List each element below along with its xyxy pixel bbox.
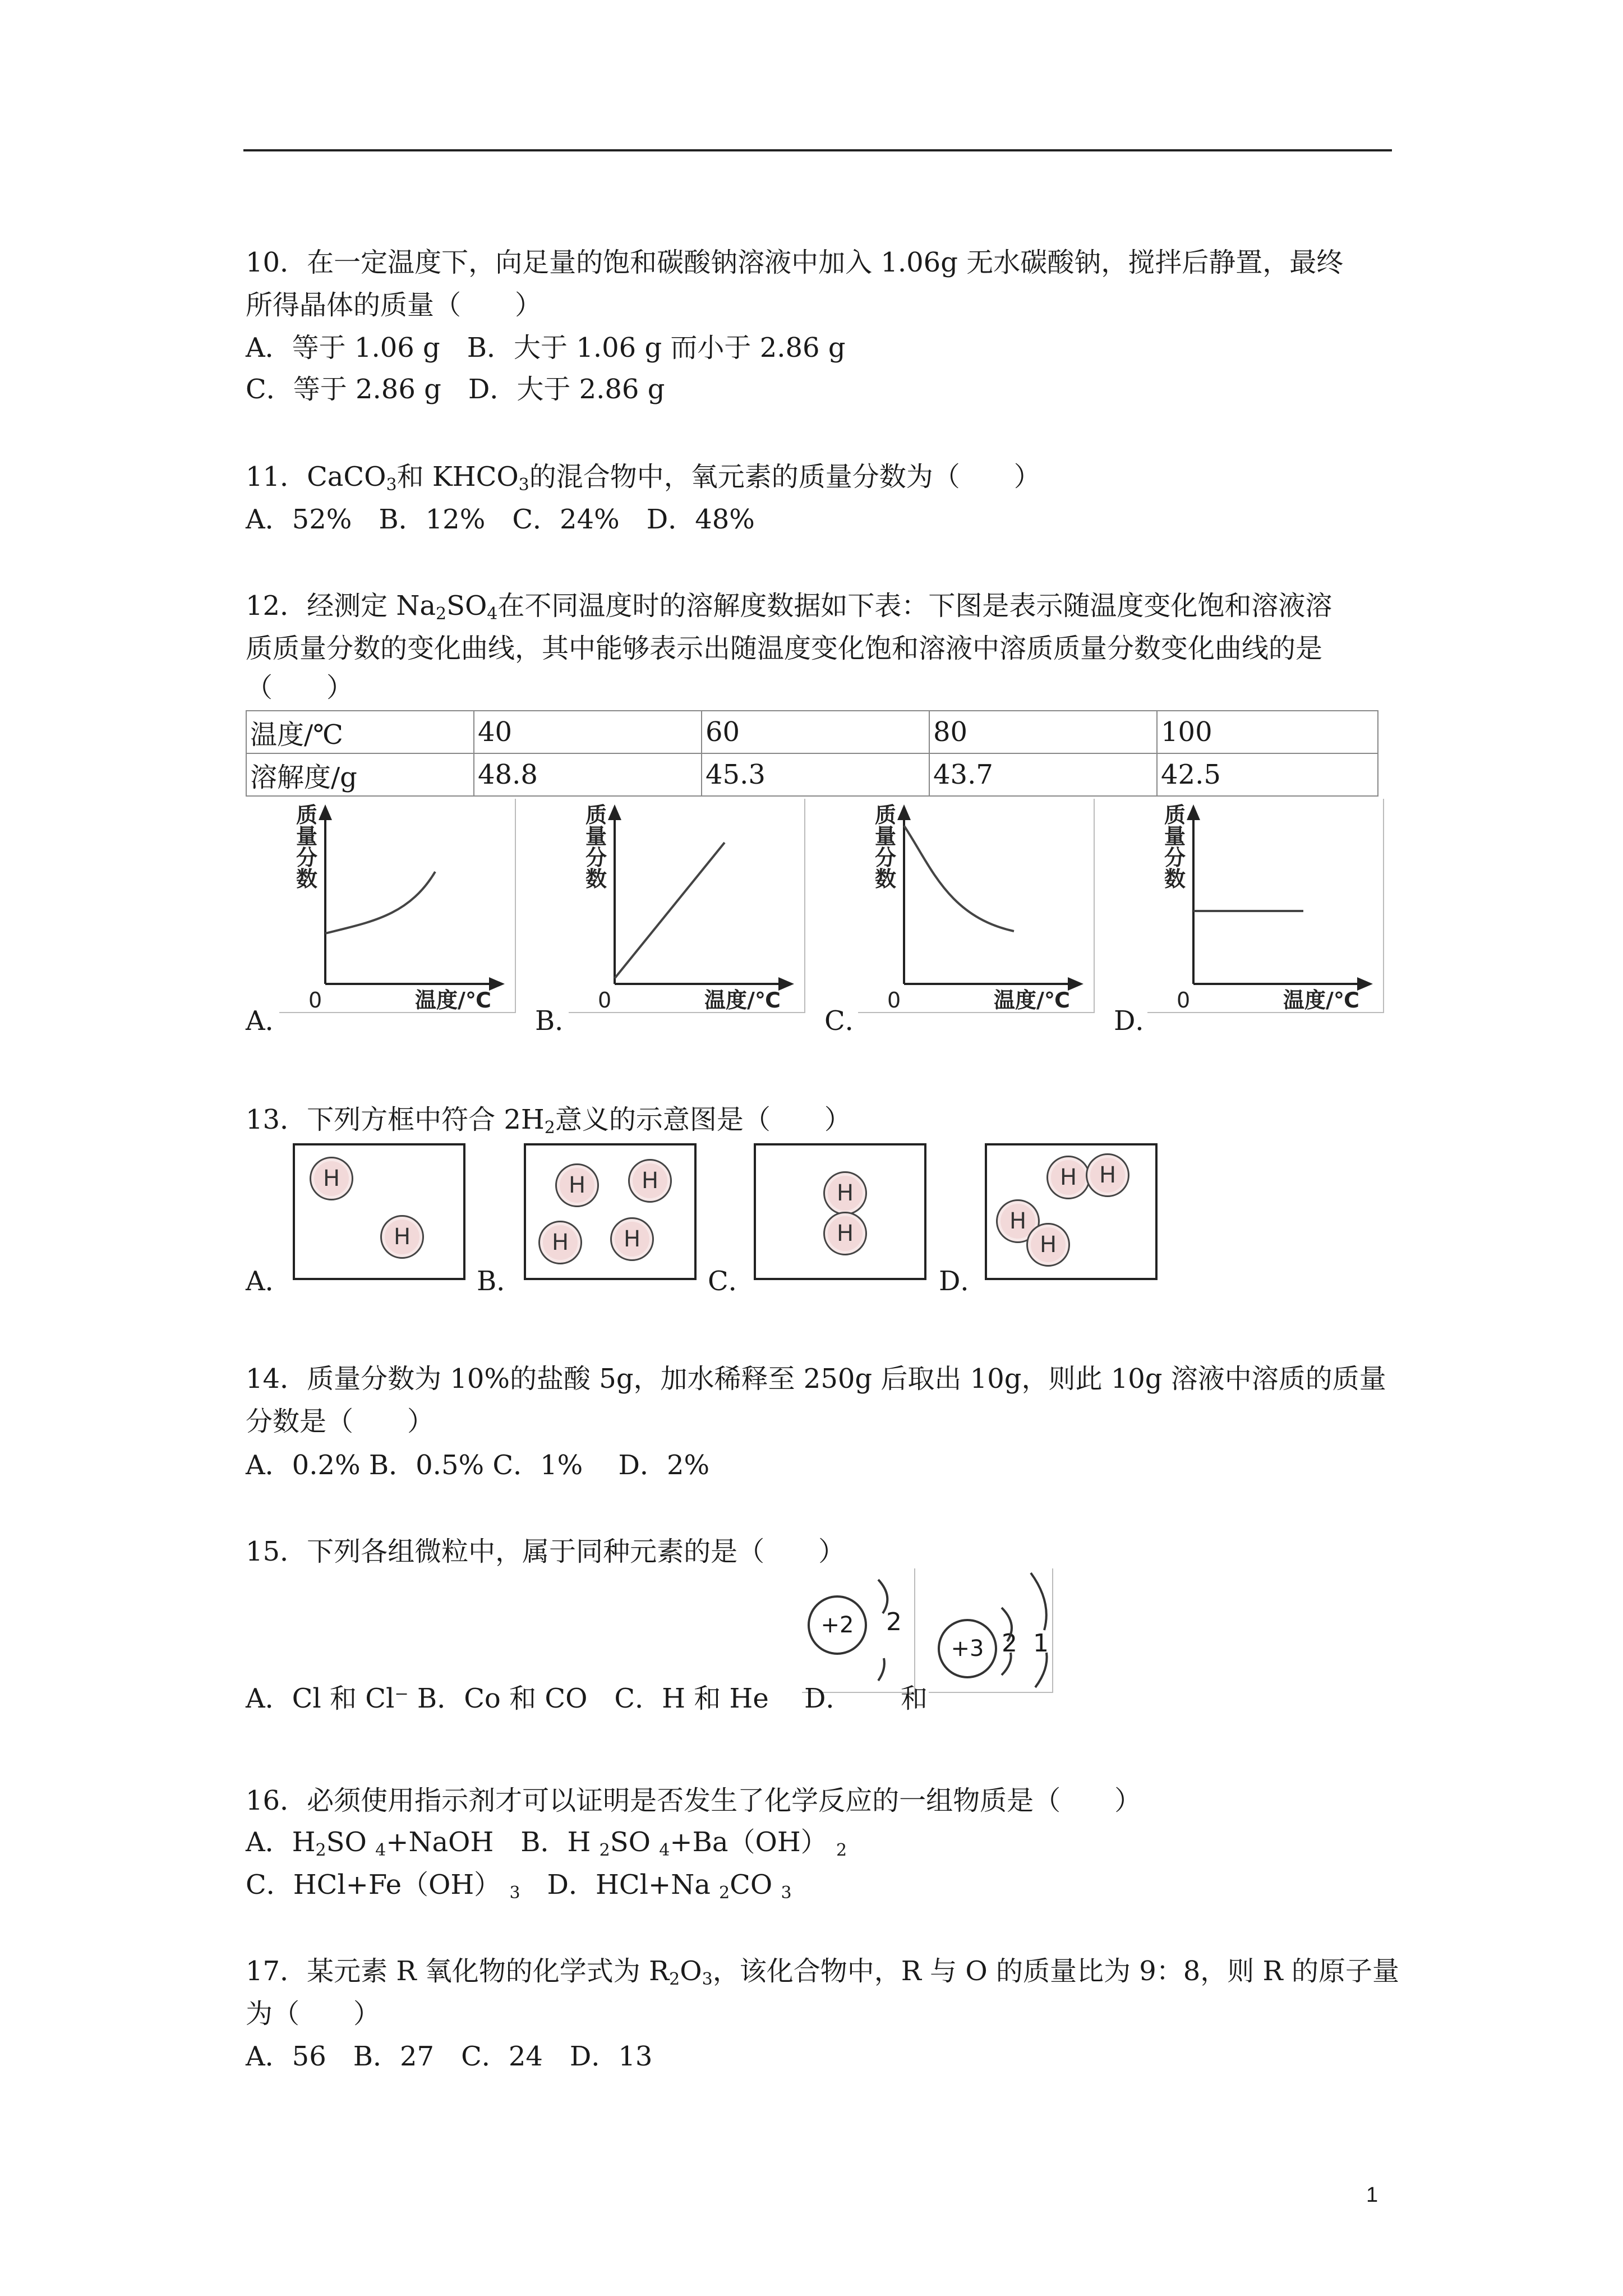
q10-options-ab: A．等于 1.06 g B．大于 1.06 g 而小于 2.86 g (246, 332, 846, 364)
q15-options: A．Cl 和 Cl⁻ B．Co 和 CO C．H 和 He D． (246, 1683, 853, 1714)
shell-electron-count: 2 (1002, 1629, 1017, 1658)
origin-label: 0 (1177, 988, 1191, 1012)
q12-option-d-label: D． (1114, 1005, 1163, 1037)
q15-stem: 15．下列各组微粒中，属于同种元素的是（ ） (246, 1536, 846, 1567)
graph-b (569, 799, 805, 1013)
molecule-box-d (985, 1143, 1158, 1280)
y-axis-label-char: 数 (296, 867, 318, 891)
origin-label: 0 (308, 988, 322, 1012)
x-axis-label: 温度/℃ (994, 988, 1070, 1012)
q13-option-d-label: D． (939, 1266, 988, 1297)
y-axis-label-char: 质 (585, 803, 607, 827)
curve-falling (904, 826, 1014, 931)
h-atom: H (310, 1157, 353, 1200)
graph-plot (569, 799, 804, 1012)
q11-stem: 11．CaCO$_3$和 $KHCO_3$的混合物中，氧元素的质量分数为（ ） (246, 461, 1041, 495)
graph-d (1147, 799, 1384, 1013)
y-axis-label-char: 量 (1164, 824, 1186, 849)
molecule-box-c (754, 1143, 926, 1280)
y-axis-label-char: 量 (875, 824, 897, 849)
q10-options-cd: C．等于 2.86 g D．大于 2.86 g (246, 374, 665, 405)
y-axis-label-char: 分 (585, 845, 607, 870)
shell-electron-count: 2 (886, 1608, 902, 1636)
q11-options: A．52% B．12% C．24% D．48% (246, 504, 755, 535)
q10-stem-line1: 10．在一定温度下，向足量的饱和碳酸钠溶液中加入 1.06g 无水碳酸钠，搅拌后静置，最终 (246, 247, 1344, 278)
y-axis-label-char: 数 (875, 867, 897, 891)
graph-plot (858, 799, 1094, 1012)
table-cell: 100 (1157, 711, 1378, 753)
y-axis-label-char: 分 (875, 845, 897, 870)
page-number: 1 (1366, 2183, 1378, 2207)
curve-rising-convex (325, 872, 435, 933)
h-atom: H (996, 1199, 1040, 1243)
q10-stem-line2: 所得晶体的质量（ ） (246, 289, 542, 321)
q17-stem-line2: 为（ ） (246, 1998, 381, 2030)
table-cell: 45.3 (702, 753, 929, 796)
q17-options: A．56 B．27 C．24 D．13 (246, 2041, 653, 2072)
nucleus-circle: +3 (938, 1619, 997, 1678)
q16-options-cd: C．HCl+Fe（OH） $_3$ D．HCl+Na $_2$CO $_3$ (246, 1869, 792, 1903)
h-atom: H (823, 1171, 867, 1215)
origin-label: 0 (598, 988, 612, 1012)
y-axis-label-char: 量 (585, 824, 607, 849)
q12-option-a-label: A． (246, 1005, 292, 1037)
q14-stem-line2: 分数是（ ） (246, 1406, 435, 1437)
table-cell: 溶解度/g (246, 753, 474, 796)
nucleus-circle: +2 (808, 1595, 867, 1655)
graph-plot (1147, 799, 1383, 1012)
table-cell: 42.5 (1157, 753, 1378, 796)
q12-stem-line2: 质质量分数的变化曲线，其中能够表示出随温度变化饱和溶液中溶质质量分数变化曲线的是 (246, 633, 1323, 664)
y-axis-arrow (897, 804, 911, 820)
y-axis-label-char: 质 (1164, 803, 1186, 827)
x-axis-label: 温度/℃ (1283, 988, 1359, 1012)
graph-c (858, 799, 1095, 1013)
q16-stem: 16．必须使用指示剂才可以证明是否发生了化学反应的一组物质是（ ） (246, 1785, 1142, 1816)
molecule-box-b (524, 1143, 697, 1280)
h-atom: H (538, 1221, 582, 1264)
q14-options: A．0.2% B．0.5% C．1% D．2% (246, 1450, 710, 1481)
table-cell: 43.7 (929, 753, 1157, 796)
table-cell: 60 (702, 711, 929, 753)
electron-shell-arc (869, 1568, 909, 1692)
table-cell: 48.8 (474, 753, 702, 796)
h-atom: H (1086, 1153, 1129, 1197)
y-axis-label-char: 质 (875, 803, 897, 827)
graph-a (279, 799, 516, 1013)
y-axis-label-char: 量 (296, 824, 318, 849)
shell-electron-count: 1 (1033, 1629, 1049, 1658)
solubility-table (246, 710, 1378, 797)
h-atom: H (380, 1215, 424, 1259)
table-cell: 80 (929, 711, 1157, 753)
y-axis-label-char: 分 (1164, 845, 1186, 870)
y-axis-label-char: 数 (1164, 867, 1186, 891)
y-axis-label-char: 数 (585, 867, 607, 891)
h-atom: H (823, 1212, 867, 1255)
h-atom: H (610, 1217, 654, 1261)
y-axis-label-char: 分 (296, 845, 318, 870)
q17-stem-line1: 17．某元素 R 氧化物的化学式为 $R_2O_3$，该化合物中，R 与 O 的质量比为 9：8，则 R 的原子量 (246, 1955, 1399, 1989)
y-axis-arrow (319, 804, 332, 820)
q12-option-b-label: B． (535, 1005, 582, 1037)
ion-diagram-1 (802, 1568, 915, 1693)
ion-diagram-2 (929, 1568, 1053, 1693)
h-atom: H (1026, 1223, 1070, 1267)
q12-option-c-label: C． (824, 1005, 872, 1037)
table-cell: 温度/℃ (246, 711, 474, 753)
y-axis-arrow (608, 804, 621, 820)
molecule-box-a (293, 1143, 465, 1280)
q13-stem: 13．下列方框中符合 $2H_2$意义的示意图是（ ） (246, 1104, 851, 1138)
electron-shell-arc (990, 1568, 1052, 1692)
graph-plot (279, 799, 515, 1012)
header-rule (243, 149, 1392, 151)
x-axis-arrow (489, 977, 505, 991)
q13-option-c-label: C． (708, 1266, 755, 1297)
y-axis-label-char: 质 (296, 803, 318, 827)
line-rising-linear (615, 843, 725, 978)
x-axis-arrow (778, 977, 794, 991)
q14-stem-line1: 14．质量分数为 10%的盐酸 5g，加水稀释至 250g 后取出 10g，则此 10g 溶液中溶质的质量 (246, 1363, 1386, 1395)
q13-option-a-label: A． (246, 1266, 292, 1297)
x-axis-arrow (1068, 977, 1083, 991)
h-atom: H (555, 1163, 599, 1207)
q15-and-text: 和 (901, 1683, 928, 1714)
x-axis-label: 温度/℃ (415, 988, 491, 1012)
q13-option-b-label: B． (477, 1266, 524, 1297)
q12-stem-line3: （ ） (246, 672, 354, 703)
origin-label: 0 (887, 988, 901, 1012)
q16-options-ab: A．$H_2SO$ $_4$+NaOH B．H $_2$SO $_4$+Ba（OH） $_2$ (246, 1826, 847, 1860)
q12-stem-line1: 12．经测定 $Na_2SO_4$在不同温度时的溶解度数据如下表：下图是表示随温度变化饱和溶液溶 (246, 590, 1332, 624)
h-atom: H (1046, 1156, 1090, 1199)
x-axis-arrow (1357, 977, 1373, 991)
y-axis-arrow (1187, 804, 1200, 820)
table-row (246, 753, 1378, 796)
h-atom: H (628, 1159, 672, 1203)
table-row (246, 711, 1378, 753)
table-cell: 40 (474, 711, 702, 753)
x-axis-label: 温度/℃ (704, 988, 781, 1012)
